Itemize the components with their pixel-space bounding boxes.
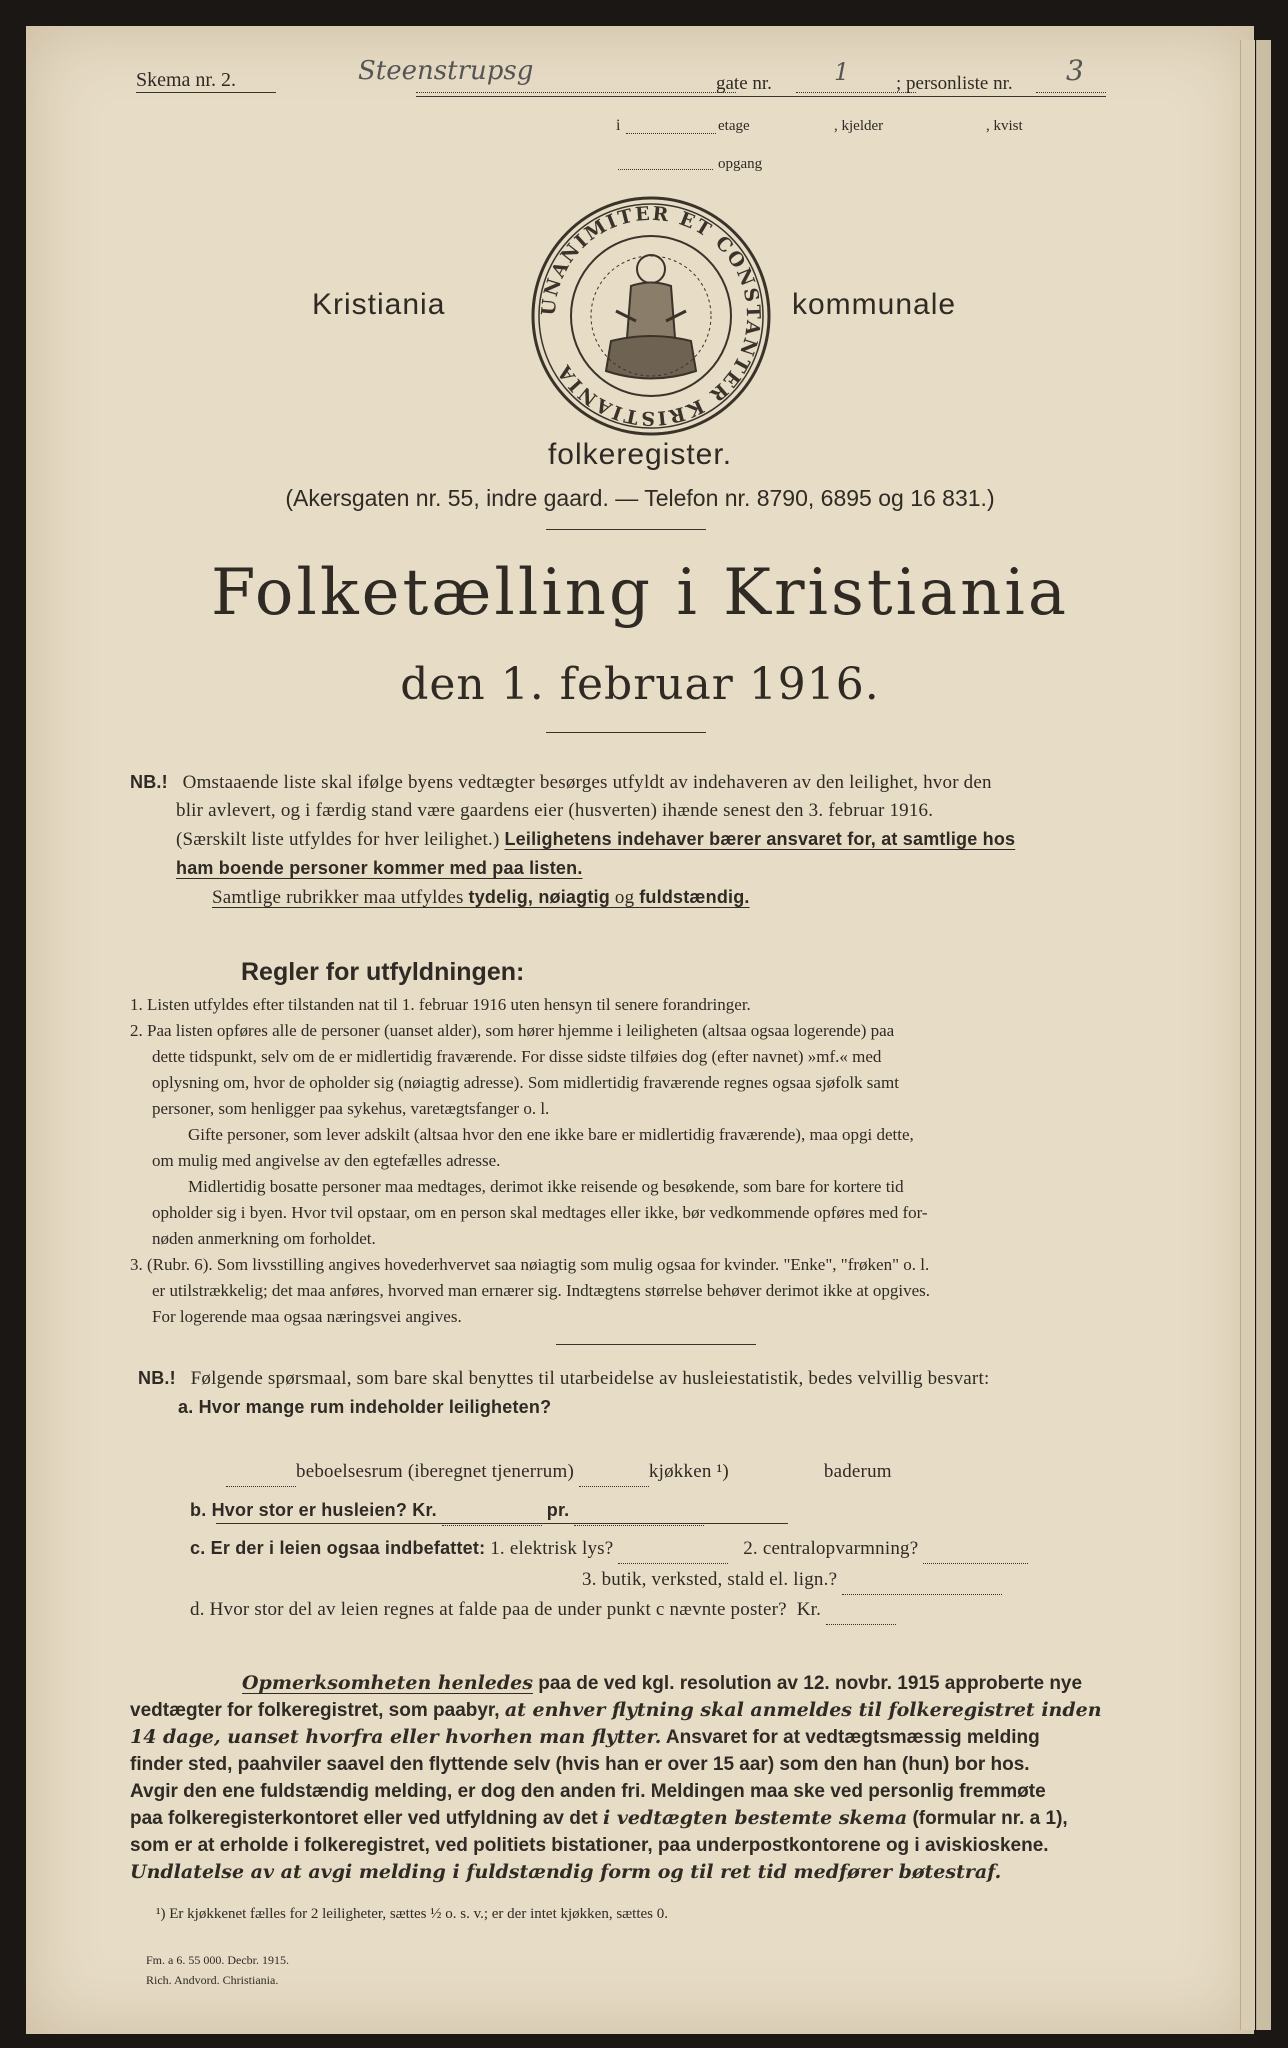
nb2-block: [138, 1364, 1208, 1422]
c1-label: 1. elektrisk lys?: [490, 1538, 614, 1559]
question-b-row: [190, 1496, 704, 1526]
personliste-handwritten: 3: [1066, 54, 1084, 87]
nb1-block: [130, 768, 1130, 912]
rule-2-line5: Gifte personer, som lever adskilt (altsaa hvor den ene ikke bare er midlertidig fraværende), maa opgi dette,: [188, 1125, 914, 1144]
nb2-label: NB.!: [138, 1368, 176, 1388]
rules-list: [130, 992, 1160, 1330]
rule-2-line9: nøden anmerkning om forholdet.: [152, 1229, 376, 1248]
nb1-line5: Samtlige rubrikker maa utfyldes tydelig, nøiagtig og fuldstændig.: [212, 887, 750, 908]
c2-field[interactable]: [923, 1535, 1028, 1564]
gate-handwritten: 1: [834, 58, 850, 86]
notice-l7: som er at erholde i folkeregistret, ved politiets bistationer, paa underpostkontorene og i aviskioskene.: [130, 1835, 1049, 1856]
notice-l3b: Ansvaret for at vedtægtsmæssig melding: [665, 1727, 1040, 1748]
rent-field[interactable]: [442, 1497, 542, 1526]
rule-2-line7: Midlertidig bosatte personer maa medtages, derimot ikke reisende og besøkende, som bare for kortere tid: [188, 1177, 904, 1196]
notice-l1b: paa de ved kgl. resolution av 12. novbr. 1915 approberte nye: [538, 1673, 1083, 1694]
question-a-row: [226, 1458, 1126, 1487]
street-field[interactable]: [416, 92, 736, 93]
skema-label: Skema nr. 2.: [136, 69, 236, 91]
office-address: (Akersgaten nr. 55, indre gaard. — Telefon nr. 8790, 6895 og 16 831.): [285, 485, 995, 511]
notice-l6c: (formular nr. a 1),: [912, 1808, 1068, 1829]
nb1-label: NB.!: [130, 772, 168, 792]
d-kr-label: Kr.: [796, 1599, 822, 1620]
c3-field[interactable]: [842, 1566, 1002, 1595]
imprint-line2: Rich. Andvord. Christiania.: [146, 1973, 279, 1987]
notice-l5: Avgir den ene fuldstændig melding, er dog den anden fri. Meldingen maa ske ved personlig fremmøte: [130, 1781, 1046, 1802]
rule-3-line1: 3. (Rubr. 6). Som livsstilling angives hovederhvervet saa nøiagtig som mulig ogsaa for kvinder. "Enke", "frøken" o. l.: [130, 1255, 930, 1274]
notice-l8: Undlatelse av at avgi melding i fuldstændig form og til ret tid medfører bøtestraf.: [130, 1861, 1002, 1883]
printer-imprint: [146, 1950, 289, 1990]
opgang-field[interactable]: [618, 169, 713, 170]
notice-l6b: i vedtægten bestemte skema: [603, 1807, 908, 1829]
baderum-label: baderum: [823, 1461, 892, 1482]
kjokken-field[interactable]: [579, 1458, 649, 1487]
c1-field[interactable]: [618, 1535, 728, 1564]
notice-l2a: vedtægter for folkeregistret, som paabyr,: [130, 1700, 500, 1721]
notice-l1a: Opmerksomheten henledes: [242, 1672, 533, 1694]
rule-2-line4: personer, som henligger paa sykehus, varetægtsfanger o. l.: [152, 1099, 550, 1118]
footnote: ¹) Er kjøkkenet fælles for 2 leiligheter, sættes ½ o. s. v.; er der intet kjøkken, sættes 0.: [156, 1906, 668, 1922]
question-c3-row: [582, 1566, 1002, 1595]
nb2-intro: Følgende spørsmaal, som bare skal benyttes til utarbeidelse av husleiestatistik, bedes velvillig besvart:: [190, 1368, 990, 1389]
rule-1: 1. Listen utfyldes efter tilstanden nat til 1. februar 1916 uten hensyn til senere forandringer.: [130, 995, 751, 1014]
rule-2-line6: om mulig med angivelse av den egtefælles adresse.: [152, 1151, 501, 1170]
question-b-underline: [216, 1523, 788, 1524]
question-a: a. Hvor mange rum indeholder leiligheten?: [178, 1397, 552, 1417]
etage-field[interactable]: [626, 133, 716, 134]
nb1-line3: (Særskilt liste utfyldes for hver leilighet.) Leilighetens indehaver bærer ansvaret for, at samtlige hos: [176, 829, 1016, 850]
notice-l2b: at enhver flytning skal anmeldes til folkeregistret inden: [504, 1699, 1102, 1721]
question-b: b. Hvor stor er husleien? Kr.: [190, 1500, 437, 1520]
etage-label: etage: [718, 118, 750, 134]
rent-per-label: pr.: [546, 1500, 570, 1520]
rent-period-field[interactable]: [574, 1497, 704, 1526]
opgang-label: opgang: [718, 156, 763, 172]
question-c-row: [190, 1534, 1190, 1564]
nb1-line4: ham boende personer kommer med paa listen.: [176, 858, 583, 878]
notice-block: [130, 1670, 1210, 1886]
c2-label: 2. centralopvarmning?: [743, 1538, 919, 1559]
rule-3-line3: For logerende maa ogsaa næringsvei angives.: [152, 1307, 462, 1326]
d-amount-field[interactable]: [826, 1596, 896, 1625]
beboelsesrum-label: beboelsesrum (iberegnet tjenerrum): [296, 1461, 574, 1482]
c3-label: 3. butik, verksted, stald el. lign.?: [582, 1569, 838, 1590]
personliste-label: ; personliste nr.: [896, 73, 1013, 94]
street-handwritten: Steenstrupsg: [358, 56, 534, 86]
notice-l3a: 14 dage, uanset hvorfra eller hvorhen man flytter.: [130, 1726, 662, 1748]
rule-3-line2: er utilstrækkelig; det maa anføres, hvorved man ernærer sig. Indtægtens størrelse behøver derimot ikke at opgives.: [152, 1281, 931, 1300]
header-underline: [416, 96, 1106, 97]
rule-2-line3: oplysning om, hvor de opholder sig (nøiagtig adresse). Som midlertidig fraværende regnes ogsaa sjøfolk samt: [152, 1073, 899, 1092]
main-title: Folketælling i Kristiania: [210, 556, 1070, 630]
divider-3: [556, 1344, 756, 1345]
folkeregister-title: folkeregister.: [547, 438, 733, 471]
kjelder-label: , kjelder: [834, 118, 884, 134]
i-label: i: [616, 117, 621, 134]
question-c: c. Er der i leien ogsaa indbefattet:: [190, 1538, 486, 1558]
form-page: [26, 26, 1254, 2034]
notice-l4: finder sted, paahviler saavel den flyttende selv (hvis han er over 15 aar) som den han (hun) bor hos.: [130, 1754, 1030, 1775]
rule-2-line1: 2. Paa listen opføres alle de personer (uanset alder), som hører hjemme i leiligheten (altsaa ogsaa logerende) paa: [130, 1021, 895, 1040]
imprint-line1: Fm. a 6. 55 000. Decbr. 1915.: [146, 1953, 289, 1967]
gate-label: gate nr.: [716, 73, 772, 94]
question-d-row: [190, 1596, 1190, 1625]
city-seal: [526, 191, 776, 441]
seal-ring-text: UNANIMITER ET CONSTANTER KRISTIANIA: [537, 202, 765, 430]
rule-2-line2: dette tidspunkt, selv om de er midlertidig fraværende. For disse sidste tilføies dog (efter navnet) »mf.« med: [152, 1047, 882, 1066]
rules-heading: Regler for utfyldningen:: [241, 958, 525, 986]
kjokken-label: kjøkken ¹): [648, 1461, 729, 1482]
kvist-label: , kvist: [986, 118, 1023, 134]
nb1-line2: blir avlevert, og i færdig stand være gaardens eier (husverten) ihænde senest den 3. februar 1916.: [176, 800, 934, 821]
kristiania-word: Kristiania: [312, 288, 446, 321]
question-d: d. Hvor stor del av leien regnes at falde paa de under punkt c nævnte poster?: [190, 1599, 787, 1620]
kommunale-word: kommunale: [792, 288, 957, 321]
census-date: den 1. februar 1916.: [400, 659, 880, 710]
beboelsesrum-field[interactable]: [226, 1458, 296, 1487]
divider-2: [546, 732, 706, 733]
skema-underline: [136, 92, 276, 93]
page-edge-2: [1256, 40, 1271, 2030]
page-edge: [1240, 40, 1255, 2030]
personliste-field[interactable]: [1036, 92, 1106, 93]
nb1-line1: Omstaaende liste skal ifølge byens vedtægter besørges utfyldt av indehaveren av den leilighet, hvor den: [182, 772, 992, 793]
rule-2-line8: opholder sig i byen. Hvor tvil opstaar, om en person skal medtages eller ikke, bør vedkommende opføres med for-: [152, 1203, 928, 1222]
notice-l6a: paa folkeregisterkontoret eller ved utfyldning av det: [130, 1808, 598, 1829]
divider-1: [546, 529, 706, 530]
